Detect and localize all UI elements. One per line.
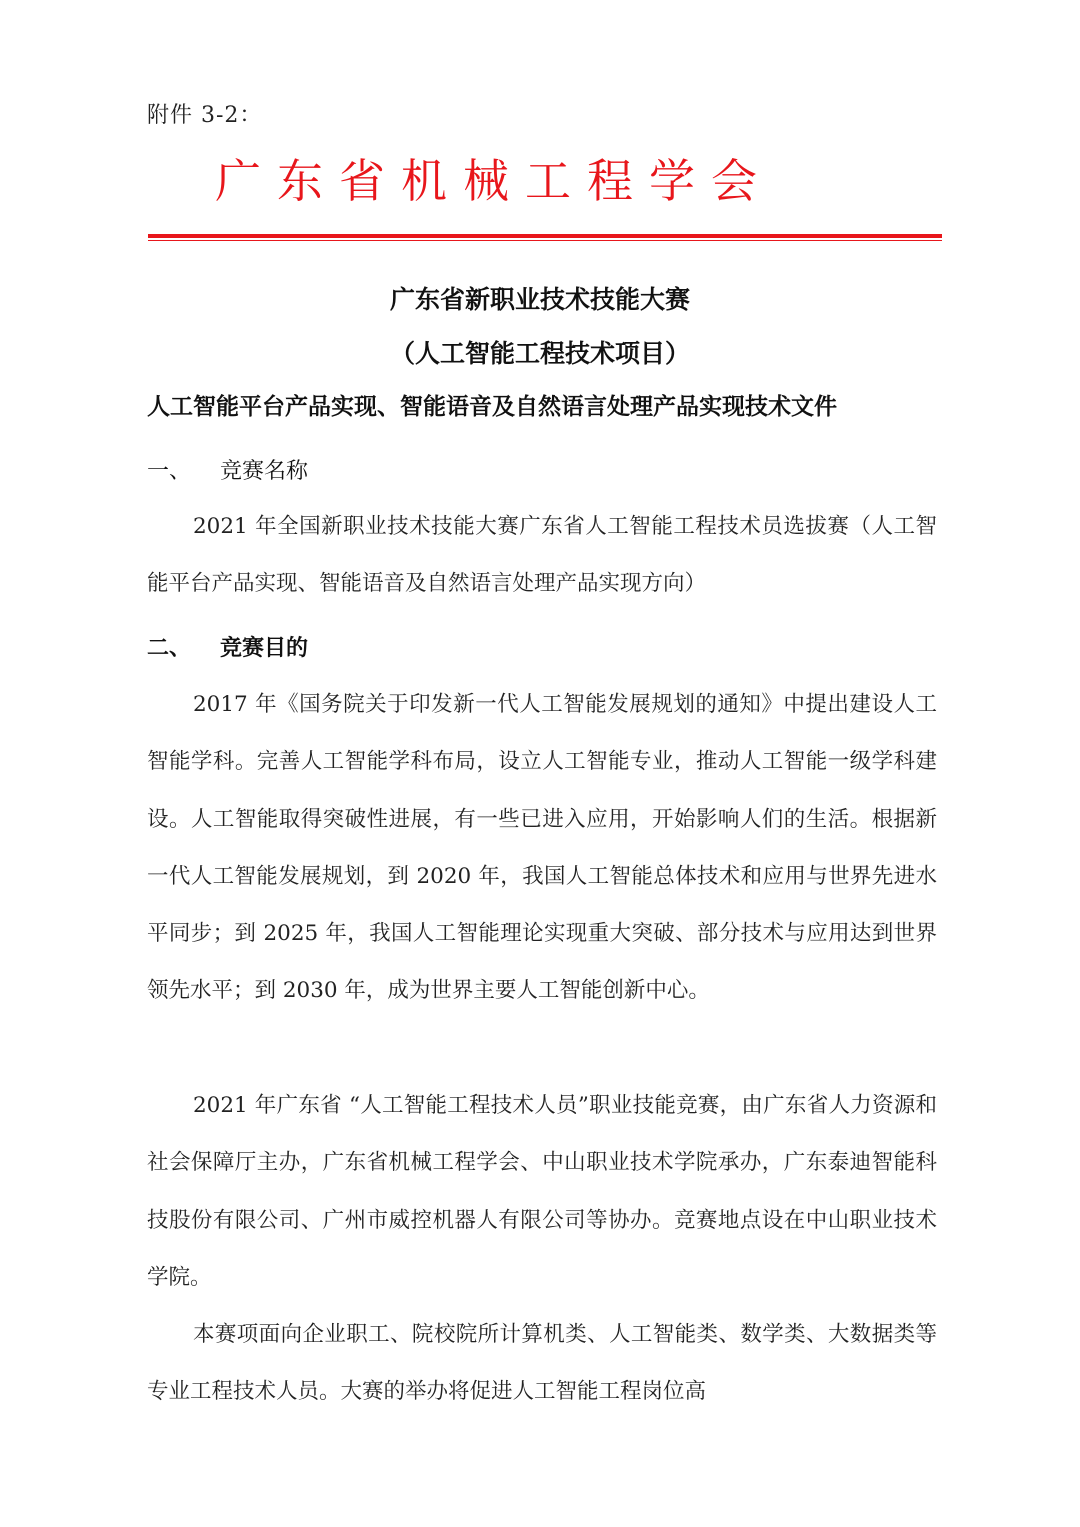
- section-1-paragraph: 2021 年全国新职业技术技能大赛广东省人工智能工程技术员选拔赛（人工智能平台产品实现、智能语音及自然语言处理产品实现方向）: [147, 514, 937, 597]
- section-1-title: 竞赛名称: [220, 459, 309, 484]
- section-2-title: 竞赛目的: [220, 636, 309, 661]
- section-2-paragraph-1: 2017 年《国务院关于印发新一代人工智能发展规划的通知》中提出建设人工智能学科。完善人工智能学科布局，设立人工智能专业，推动人工智能一级学科建设。人工智能取得突破性进展，有一些已进入应用，开始影响人们的生活。根据新一代人工智能发展规划，到 2020 年，我国人工智能总体技术和应用与世界先进水平同步；到 2025 年，我国人工智能理论实现重大突破、部分技术与应用达到世界领先水平；到 2030 年，成为世界主要人工智能创新中心。: [147, 692, 937, 1004]
- attachment-label: 附件 3-2：: [147, 103, 263, 128]
- section-2-heading: [147, 631, 308, 662]
- sub-title: （人工智能工程技术项目）: [389, 339, 690, 368]
- letterhead-divider-thick: [148, 234, 942, 238]
- document-title: 人工智能平台产品实现、智能语音及自然语言处理产品实现技术文件: [147, 394, 837, 420]
- main-title: 广东省新职业技术技能大赛: [389, 285, 690, 314]
- organization-letterhead: 广东省机械工程学会: [215, 154, 773, 208]
- section-1-heading: [147, 454, 308, 485]
- section-2-number: 二、: [147, 636, 192, 661]
- section-2-paragraph-3: 本赛项面向企业职工、院校院所计算机类、人工智能类、数学类、大数据类等专业工程技术人员。大赛的举办将促进人工智能工程岗位高: [147, 1322, 937, 1405]
- section-1-number: 一、: [147, 459, 192, 484]
- section-2-paragraph-2: 2021 年广东省 “人工智能工程技术人员”职业技能竞赛，由广东省人力资源和社会保障厅主办，广东省机械工程学会、中山职业技术学院承办，广东泰迪智能科技股份有限公司、广州市威控机器人有限公司等协办。竞赛地点设在中山职业技术学院。: [147, 1093, 937, 1290]
- letterhead-divider-thin: [148, 240, 942, 241]
